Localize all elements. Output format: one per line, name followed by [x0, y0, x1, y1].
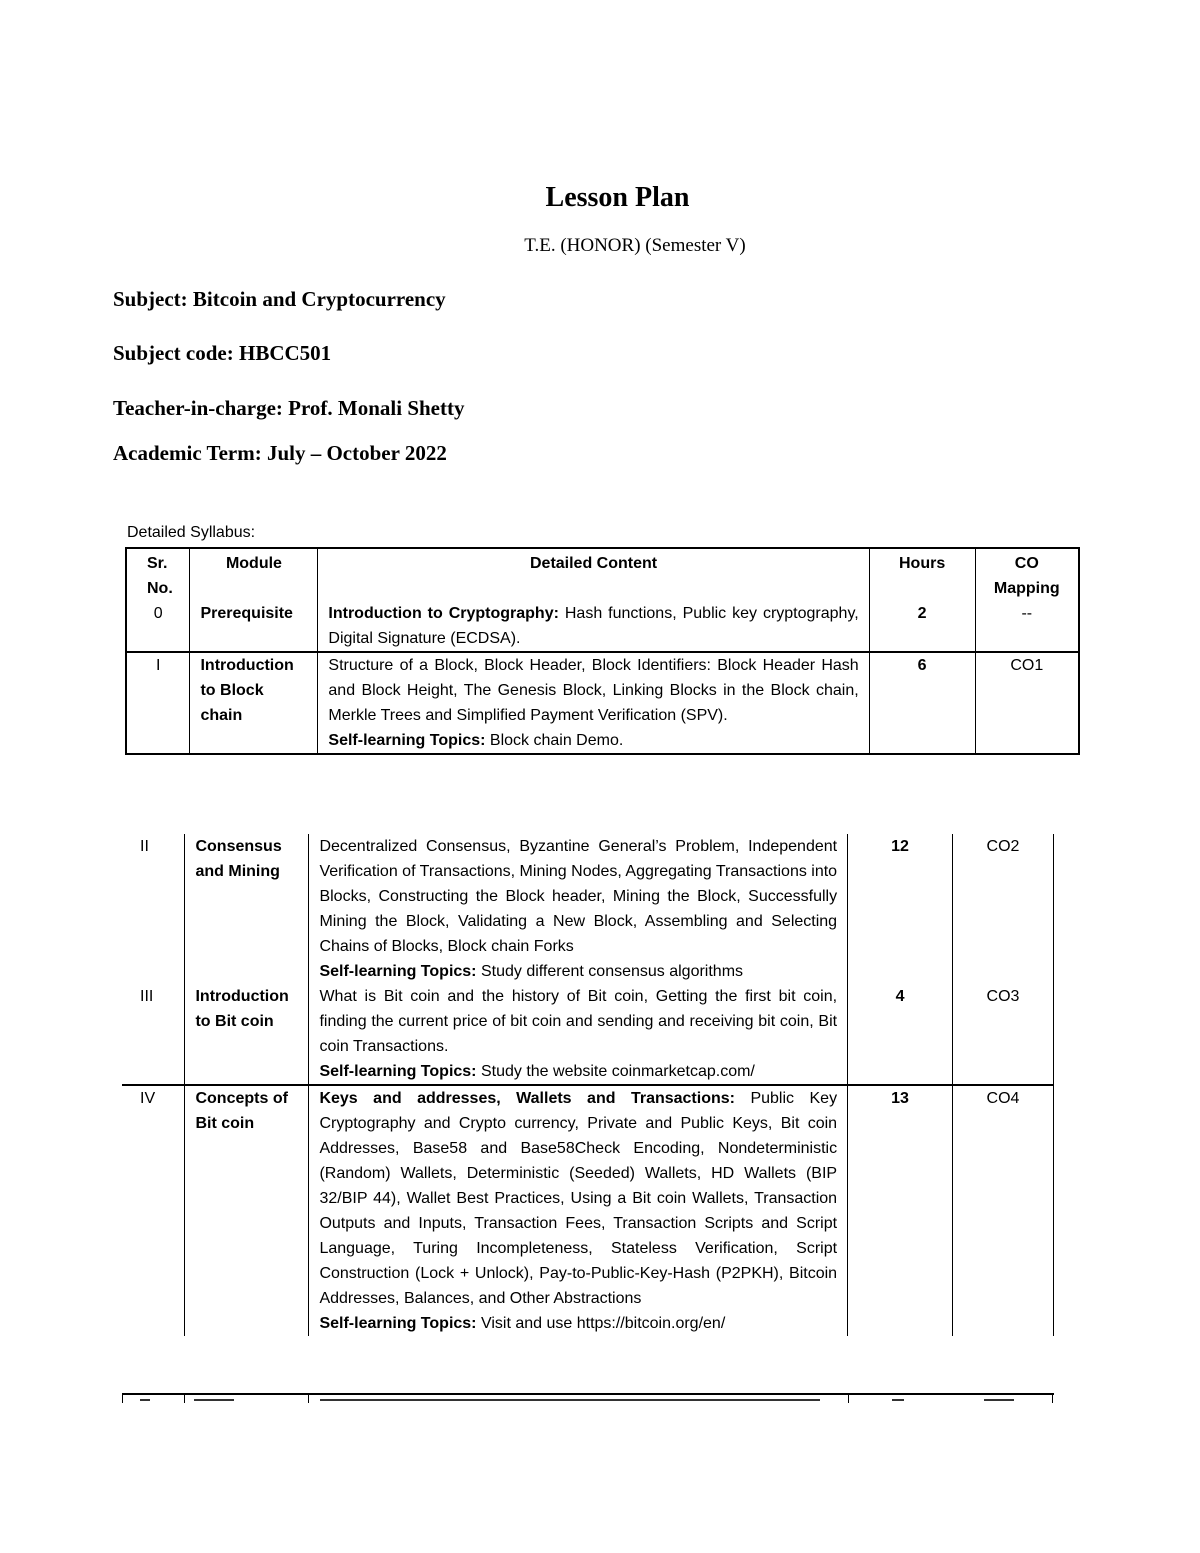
row-co: CO3 [953, 984, 1054, 1085]
row-hours: 4 [848, 984, 953, 1085]
row-content: Introduction to Cryptography: Hash functions, Public key cryptography, Digital Signature (ECDSA). [318, 601, 869, 652]
table-header-row [126, 548, 1079, 601]
row-hours: 13 [848, 1085, 953, 1336]
table-row [126, 601, 1079, 652]
page-subtitle: T.E. (HONOR) (Semester V) [524, 235, 746, 256]
row-sr: II [140, 838, 149, 855]
col-header-hours: Hours [869, 548, 975, 601]
row-content: Structure of a Block, Block Header, Block Identifiers: Block Header Hash and Block Height, The Genesis Block, Linking Blocks in the Block chain, Merkle Trees and Simplified Payment Verification (SPV). Self-learning Topics: Block chain Demo. [318, 652, 869, 754]
col-header-co: CO Mapping [975, 548, 1079, 601]
row-hours: 2 [869, 601, 975, 652]
row-co: CO1 [975, 652, 1079, 754]
col-header-content: Detailed Content [318, 548, 869, 601]
row-module: Concepts of Bit coin [185, 1085, 309, 1336]
row-co: -- [975, 601, 1079, 652]
row-module: Prerequisite [190, 601, 318, 652]
row-content: Decentralized Consensus, Byzantine General’s Problem, Independent Verification of Transactions, Mining Nodes, Aggregating Transactions into Blocks, Constructing the Block header, Mining the Block, Successfully Mining the Block, Validating a New Block, Assembling and Selecting Chains of Blocks, Block chain Forks Self-learning Topics: Study different consensus algorithms [309, 834, 848, 984]
cutoff-row-text-fragments [122, 1396, 1054, 1402]
subject-line: Subject: Bitcoin and Cryptocurrency [113, 287, 446, 311]
row-module: Introduction to Block chain [190, 652, 318, 754]
table-row [122, 984, 1054, 1085]
syllabus-label: Detailed Syllabus: [127, 524, 256, 541]
row-content: What is Bit coin and the history of Bit coin, Getting the first bit coin, finding the current price of bit coin and sending and receiving bit coin, Bit coin Transactions. Self-learning Topics: Study the website coinmarketcap.com/ [309, 984, 848, 1085]
col-header-module: Module [190, 548, 318, 601]
row-sr: III [140, 988, 154, 1005]
page-title: Lesson Plan [545, 182, 690, 213]
syllabus-table-part-1 [125, 547, 1080, 755]
row-module: Introduction to Bit coin [185, 984, 309, 1085]
row-hours: 12 [848, 834, 953, 984]
syllabus-table-part-2 [122, 834, 1054, 1336]
row-sr: IV [122, 1085, 185, 1336]
row-sr: 0 [153, 605, 163, 622]
table-row [122, 834, 1054, 984]
row-co: CO2 [953, 834, 1054, 984]
teacher-line: Teacher-in-charge: Prof. Monali Shetty [113, 396, 465, 420]
row-module: Consensus and Mining [185, 834, 309, 984]
row-content: Keys and addresses, Wallets and Transactions: Public Key Cryptography and Crypto currency, Private and Public Keys, Bit coin Addresses, Base58 and Base58Check Encoding, Nondeterministic (Random) Wallets, Deterministic (Seeded) Wallets, HD Wallets (BIP 32/BIP 44), Wallet Best Practices, Using a Bit coin Wallets, Transaction Outputs and Inputs, Transaction Fees, Transaction Scripts and Script Language, Turing Incompleteness, Stateless Verification, Script Construction (Lock + Unlock), Pay-to-Public-Key-Hash (P2PKH), Bitcoin Addresses, Balances, and Other Abstractions Self-learning Topics: Visit and use https://bitcoin.org/en/ [309, 1085, 848, 1336]
table-row [126, 652, 1079, 754]
row-sr: I [126, 652, 190, 754]
table-row [122, 1085, 1054, 1336]
col-header-sr: Sr. No. [147, 555, 173, 597]
row-hours: 6 [869, 652, 975, 754]
academic-term-line: Academic Term: July – October 2022 [113, 441, 447, 465]
subject-code-line: Subject code: HBCC501 [113, 341, 332, 365]
row-co: CO4 [953, 1085, 1054, 1336]
